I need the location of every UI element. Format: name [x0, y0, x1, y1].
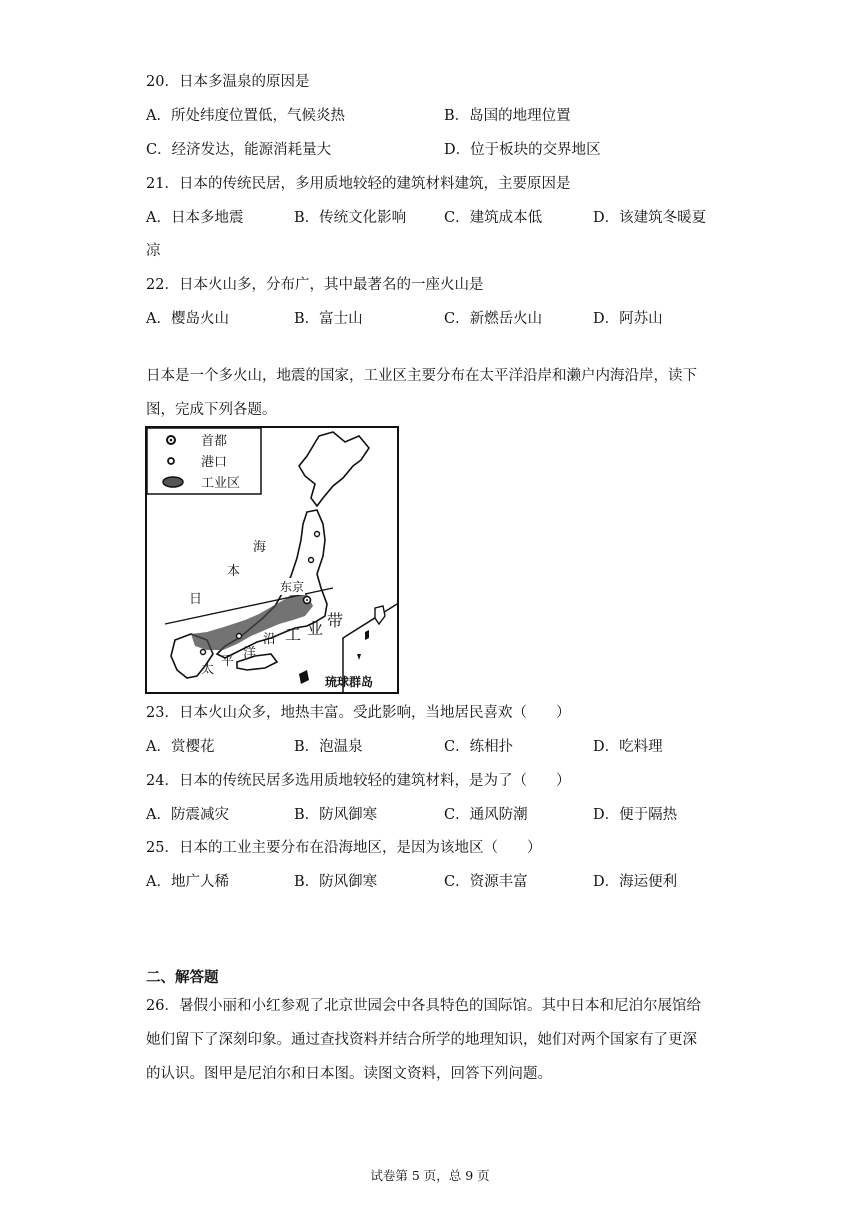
- tokyo-label: 东京: [280, 580, 305, 594]
- q22-option-b: B．富士山: [294, 311, 363, 327]
- q24-option-c: C．通风防潮: [444, 807, 528, 823]
- sea-label-ben: 本: [227, 564, 241, 579]
- q25-option-c: C．资源丰富: [444, 874, 528, 890]
- q23-option-d: D．吃料理: [593, 739, 663, 755]
- q25-option-b: B．防风御寒: [294, 874, 378, 890]
- intro-line-1: 日本是一个多火山，地震的国家，工业区主要分布在太平洋沿岸和濑户内海沿岸，读下: [146, 368, 697, 384]
- q26-line-3: 的认识。图甲是尼泊尔和日本图。读图文资料，回答下列问题。: [146, 1066, 552, 1082]
- intro-line-2: 图，完成下列各题。: [146, 402, 277, 418]
- q20-option-c: C．经济发达，能源消耗量大: [146, 142, 332, 158]
- legend-capital-label: 首都: [201, 434, 228, 449]
- q25-option-a: A．地广人稀: [146, 874, 229, 890]
- q24-option-a: A．防震减灾: [146, 807, 229, 823]
- q21-stem: 21．日本的传统民居，多用质地较轻的建筑材料建筑，主要原因是: [146, 176, 571, 192]
- q21-option-d: D．该建筑冬暖夏: [593, 210, 707, 226]
- q21-option-d-wrap: 凉: [146, 243, 161, 259]
- q26-line-2: 她们留下了深刻印象。通过查找资料并结合所学的地理知识，她们对两个国家有了更深: [146, 1032, 697, 1048]
- ocean-label-tai: 太: [201, 662, 215, 677]
- section-2-title: 二、解答题: [146, 970, 219, 986]
- sea-label-hai: 海: [253, 540, 267, 555]
- q22-stem: 22．日本火山多，分布广，其中最著名的一座火山是: [146, 277, 484, 293]
- industrial-symbol: [163, 477, 183, 487]
- q20-option-a: A．所处纬度位置低，气候炎热: [146, 108, 345, 124]
- q21-option-a: A．日本多地震: [146, 210, 244, 226]
- hokkaido-shape: [299, 432, 369, 506]
- q20-option-b: B．岛国的地理位置: [444, 108, 571, 124]
- q26-line-1: 26．暑假小丽和小红参观了北京世园会中各具特色的国际馆。其中日本和尼泊尔展馆给: [146, 998, 701, 1014]
- belt-label-dai: 带: [327, 611, 344, 630]
- q20-stem: 20．日本多温泉的原因是: [146, 74, 310, 90]
- q25-option-d: D．海运便利: [593, 874, 678, 890]
- q24-option-b: B．防风御寒: [294, 807, 378, 823]
- q20-option-d: D．位于板块的交界地区: [444, 142, 601, 158]
- ryukyu-label: 琉球群岛: [325, 675, 374, 689]
- q23-option-a: A．赏樱花: [146, 739, 215, 755]
- belt-label-ye: 业: [307, 619, 324, 638]
- q21-option-b: B．传统文化影响: [294, 210, 407, 226]
- page-footer: 试卷第 5 页，总 9 页: [370, 1168, 490, 1183]
- japan-map: [145, 426, 399, 694]
- q23-option-b: B．泡温泉: [294, 739, 363, 755]
- q25-stem: 25．日本的工业主要分布在沿海地区，是因为该地区（ ）: [146, 840, 542, 856]
- belt-label-gong: 工: [285, 625, 302, 644]
- japan-map-drawing: [147, 428, 397, 692]
- ocean-label-yang: 洋: [243, 646, 257, 661]
- q24-stem: 24．日本的传统民居多选用质地较轻的建筑材料，是为了（ ）: [146, 773, 571, 789]
- q21-option-c: C．建筑成本低: [444, 210, 543, 226]
- sea-label-ri: 日: [189, 592, 203, 607]
- q23-option-c: C．练相扑: [444, 739, 514, 755]
- ocean-label-ping: 平: [221, 654, 235, 669]
- legend-industrial-label: 工业区: [201, 476, 241, 491]
- q22-option-d: D．阿苏山: [593, 311, 663, 327]
- q22-option-c: C．新燃岳火山: [444, 311, 543, 327]
- q24-option-d: D．便于隔热: [593, 807, 678, 823]
- belt-label-yan: 沿: [263, 632, 277, 647]
- q22-option-a: A．樱岛火山: [146, 311, 229, 327]
- legend-port-label: 港口: [201, 455, 228, 470]
- q23-stem: 23．日本火山众多，地热丰富。受此影响，当地居民喜欢（ ）: [146, 705, 571, 721]
